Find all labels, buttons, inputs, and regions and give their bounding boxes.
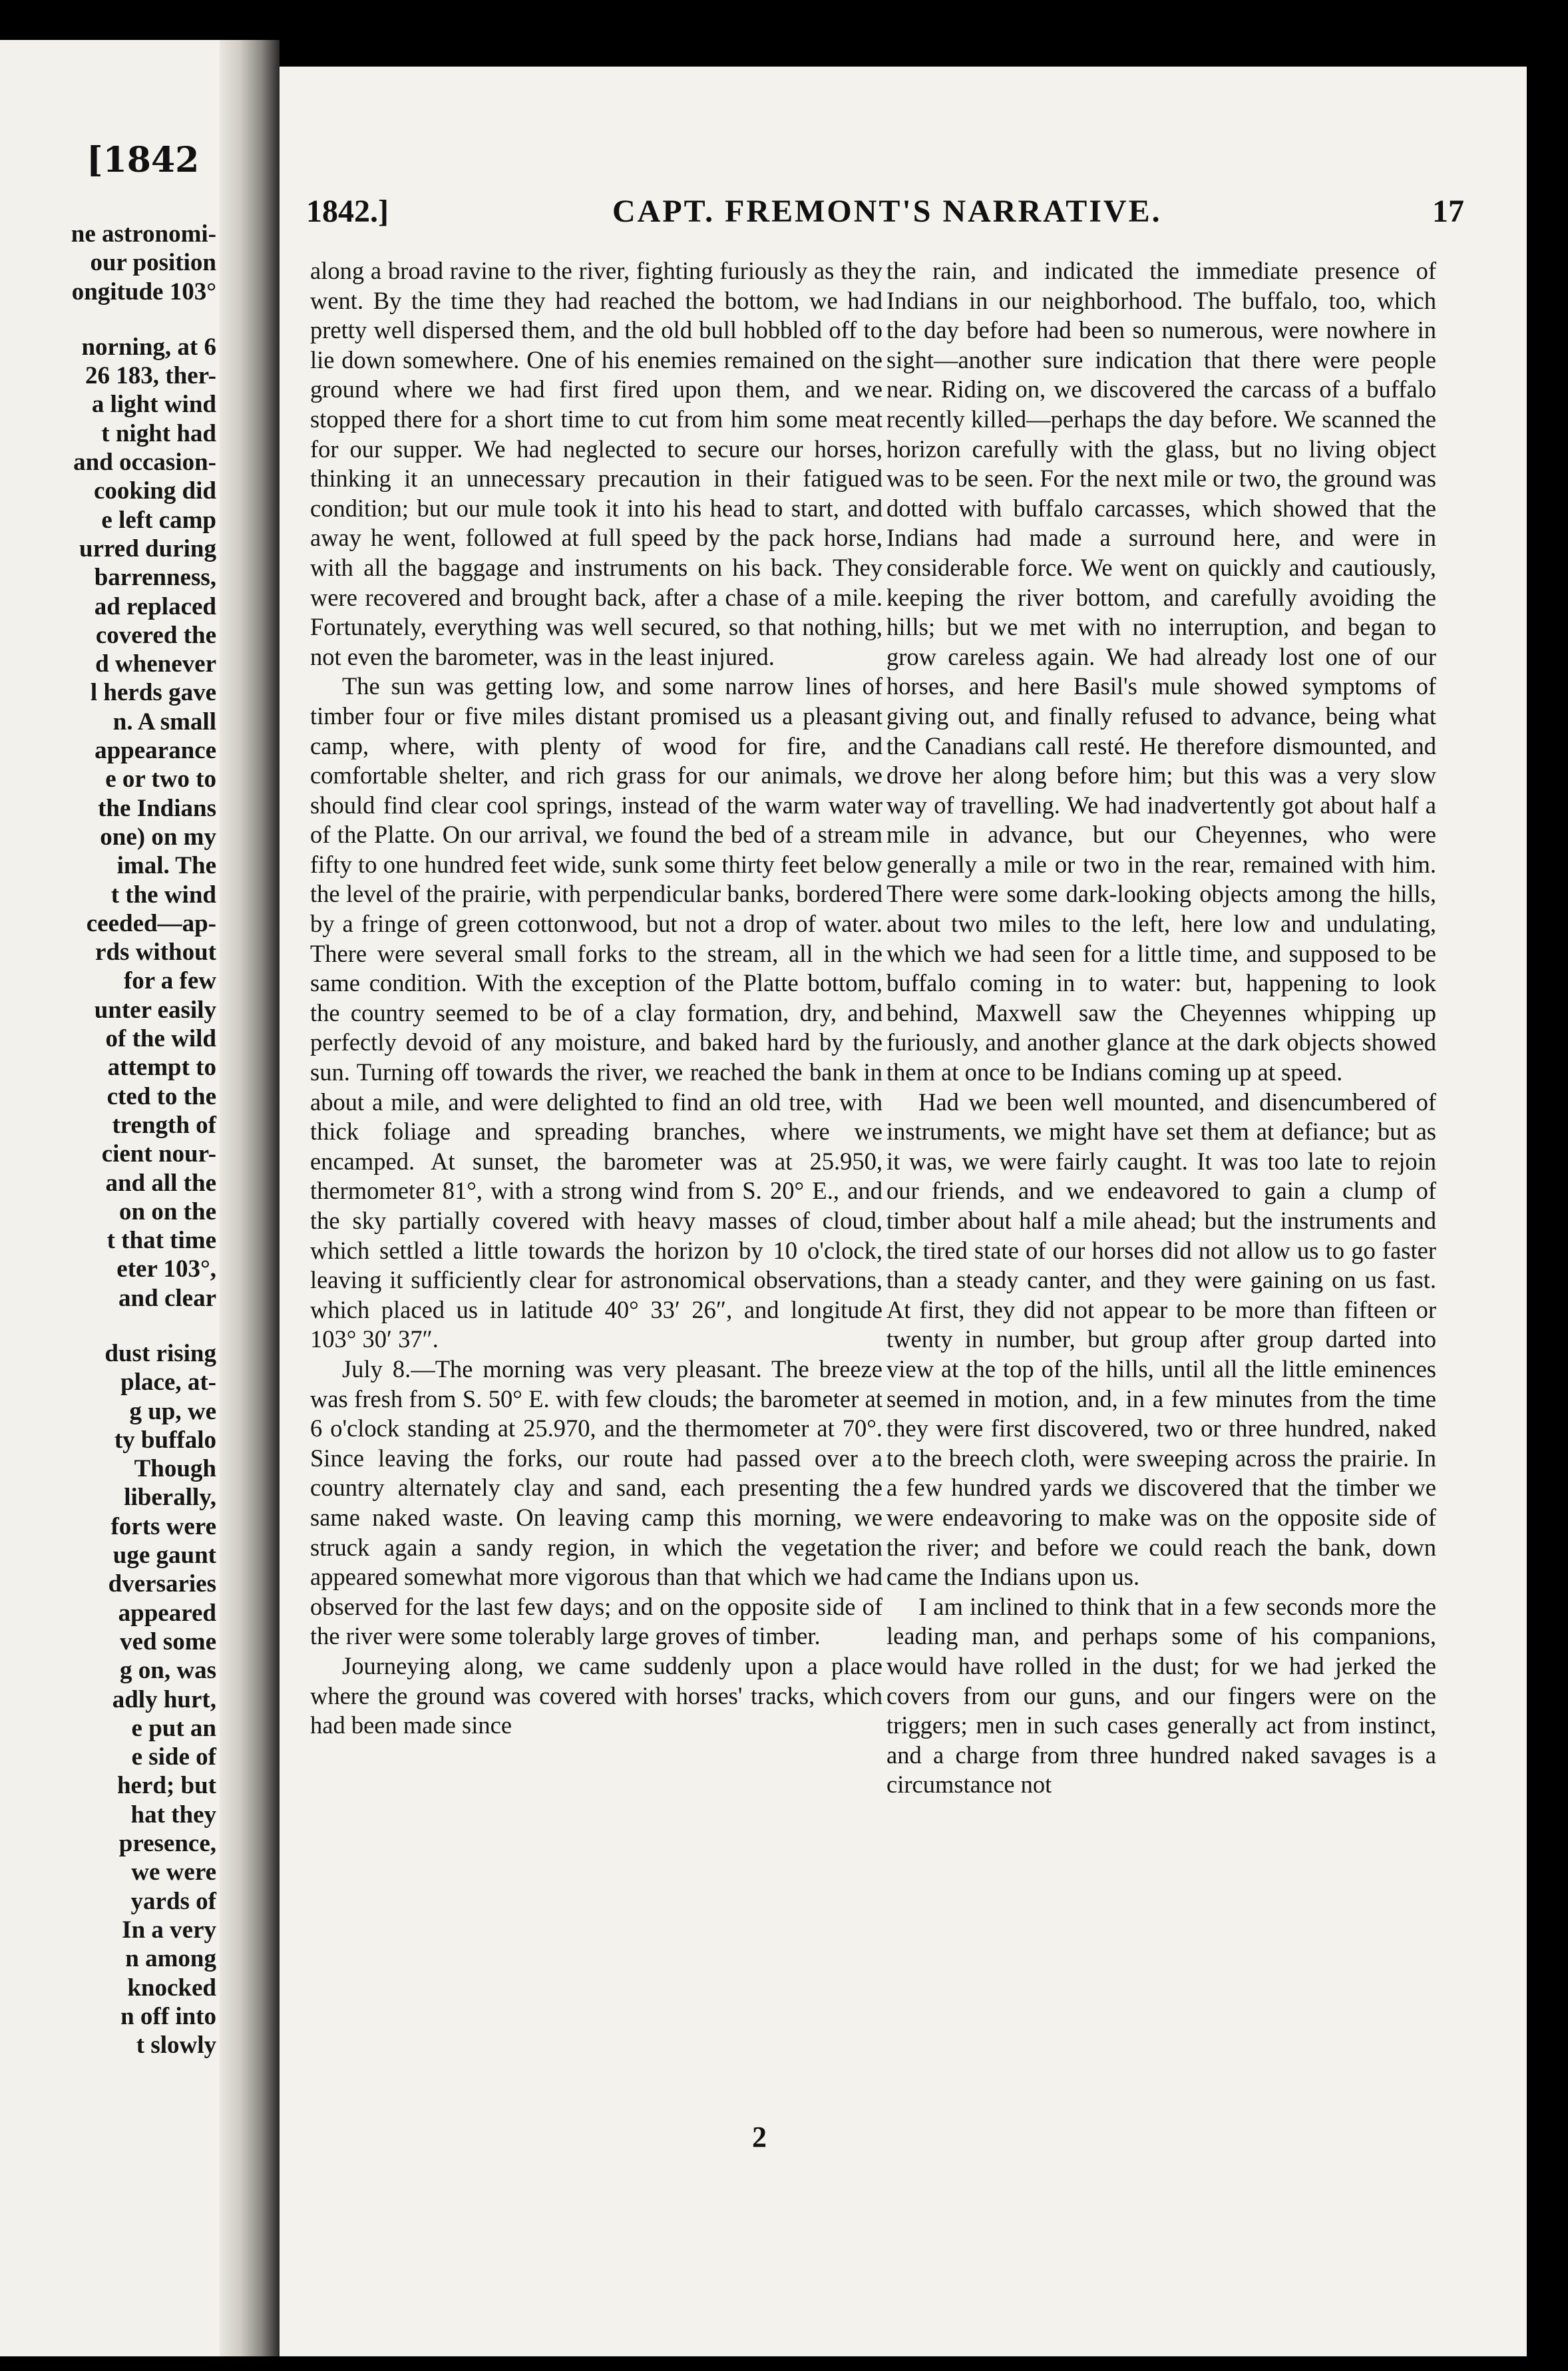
- facing-page-line: appeared: [118, 1599, 216, 1627]
- book-gutter: [220, 40, 280, 2356]
- facing-page-line: imal. The: [116, 852, 216, 880]
- paragraph: the rain, and indicated the immediate presence of Indians in our neighborhood. The buffalo, too, which the day before had been so numerous, were nowhere in sight—another sure indication that there were people near. Riding on, we discovered the carcass of a buffalo recently killed—perhaps the day before. We scanned the horizon carefully with the glass, but no living object was to be seen. For the next mile or two, the ground was dotted with buffalo carcasses, which showed that the Indians had made a surround here, and were in considerable force. We went on quickly and cautiously, keeping the river bottom, and carefully avoiding the hills; but we met with no interruption, and began to grow careless again. We had already lost one of our horses, and here Basil's mule showed symptoms of giving out, and finally refused to advance, being what the Canadians call resté. He therefore dismounted, and drove her along before him; but this was a very slow way of travelling. We had inadvertently got about half a mile in advance, but our Cheyennes, who were generally a mile or two in the rear, remained with him. There were some dark-looking objects among the hills, about two miles to the left, here low and undulating, which we had seen for a little time, and supposed to be buffalo coming in to water: but, happening to look behind, Maxwell saw the Cheyennes whipping up furiously, and another glance at the dark objects showed them at once to be Indians coming up at speed.: [886, 257, 1436, 1086]
- facing-page-line: d whenever: [95, 650, 216, 678]
- facing-page-text: [0, 220, 216, 2059]
- facing-page-line: t that time: [106, 1227, 216, 1255]
- facing-page-line: covered the: [95, 621, 216, 649]
- running-head-title: CAPT. FREMONT'S NARRATIVE.: [612, 194, 1162, 229]
- facing-page-line: on on the: [119, 1197, 216, 1225]
- text-column-right: [886, 256, 1436, 1800]
- facing-page-line: presence,: [118, 1830, 216, 1858]
- facing-page-line: hat they: [130, 1801, 216, 1829]
- facing-page-line: barrenness,: [94, 564, 216, 592]
- facing-page-line: and occasion-: [73, 449, 216, 477]
- facing-page-line: of the wild: [105, 1025, 216, 1053]
- facing-page-line: the Indians: [98, 794, 216, 822]
- paragraph: along a broad ravine to the river, fighting furiously as they went. By the time they had reached the bottom, we had pretty well dispersed them, and the old bull hobbled off to lie down somewhere. One of his enemies remained on the ground where we had first fired upon them, and we stopped there for a short time to cut from him some meat for our supper. We had neglected to secure our horses, thinking it an unnecessary precaution in their fatigued condition; but our mule took it into his head to start, and away he went, followed at full speed by the pack horse, with all the baggage and instruments on his back. They were recovered and brought back, after a chase of a mile. Fortunately, everything was well secured, so that nothing, not even the barometer, was in the least injured.: [310, 257, 882, 670]
- line-gap: [0, 306, 216, 333]
- facing-page-line: urred during: [79, 535, 216, 562]
- facing-page-line: eter 103°,: [116, 1255, 216, 1283]
- facing-page-line: cient nour-: [101, 1140, 216, 1168]
- facing-page-line: for a few: [123, 967, 216, 995]
- running-head-year: 1842.]: [306, 194, 389, 229]
- facing-page-line: liberally,: [124, 1484, 216, 1512]
- facing-page-header: [1842: [87, 140, 200, 180]
- facing-page-line: attempt to: [107, 1054, 216, 1082]
- facing-page-line: Though: [134, 1455, 216, 1483]
- facing-page-line: and clear: [118, 1284, 216, 1312]
- running-head: [306, 193, 1464, 240]
- facing-page-line: n off into: [120, 2002, 216, 2030]
- facing-page-line: forts were: [110, 1512, 216, 1540]
- facing-page-line: appearance: [95, 737, 216, 765]
- facing-page-line: e or two to: [105, 765, 216, 793]
- facing-page-line: dversaries: [108, 1570, 216, 1598]
- facing-page-line: uge gaunt: [112, 1542, 216, 1570]
- facing-page-line: 26 183, ther-: [85, 362, 216, 390]
- paragraph: I am inclined to think that in a few seconds more the leading man, and perhaps some of his companions, would have rolled in the dust; for we had jerked the covers from our guns, and our fingers were on the triggers; men in such cases generally act from instinct, and a charge from three hundred naked savages is a circumstance not: [886, 1592, 1436, 1799]
- paragraph: The sun was getting low, and some narrow lines of timber four or five miles distant promised us a pleasant camp, where, with plenty of wood for fire, and comfortable shelter, and rich grass for our animals, we should find clear cool springs, instead of the warm water of the Platte. On our arrival, we found the bed of a stream fifty to one hundred feet wide, sunk some thirty feet below the level of the prairie, with perpendicular banks, bordered by a fringe of green cottonwood, but not a drop of water. There were several small forks to the stream, all in the same condition. With the exception of the Platte bottom, the country seemed to be of a clay formation, dry, and perfectly devoid of any moisture, and baked hard by the sun. Turning off towards the river, we reached the bank in about a mile, and were delighted to find an old tree, with thick foliage and spreading branches, where we encamped. At sunset, the barometer was at 25.950, thermometer 81°, with a strong wind from S. 20° E., and the sky partially covered with heavy masses of cloud, which settled a little towards the horizon by 10 o'clock, leaving it sufficiently clear for astronomical observations, which placed us in latitude 40° 33′ 26″, and longitude 103° 30′ 37″.: [310, 672, 882, 1353]
- facing-page-line: n among: [125, 1945, 216, 1973]
- facing-page-line: ty buffalo: [114, 1426, 216, 1454]
- scan-border: [1527, 0, 1568, 2371]
- facing-page-line: ceeded—ap-: [86, 909, 216, 937]
- facing-page-line: herd; but: [116, 1772, 216, 1800]
- page-number: 17: [1432, 194, 1464, 229]
- facing-page-line: we were: [131, 1858, 216, 1886]
- facing-page-line: cooking did: [93, 477, 216, 505]
- facing-page-line: ongitude 103°: [71, 278, 216, 306]
- facing-page-line: n. A small: [112, 708, 216, 736]
- paragraph: July 8.—The morning was very pleasant. The breeze was fresh from S. 50° E. with few clouds; the barometer at 6 o'clock standing at 25.970, and the thermometer at 70°. Since leaving the forks, our route had passed over a country alternately clay and sand, each presenting the same naked waste. On leaving camp this morning, we struck again a sandy region, in which the vegetation appeared somewhat more vigorous than that which we had observed for the last few days; and on the opposite side of the river were some tolerably large groves of timber.: [310, 1355, 882, 1650]
- facing-page-line: place, at-: [120, 1369, 216, 1397]
- text-column-left: [310, 256, 882, 1741]
- line-gap: [0, 1313, 216, 1339]
- facing-page-line: l herds gave: [90, 679, 216, 707]
- facing-page-line: In a very: [122, 1916, 216, 1944]
- facing-page-line: one) on my: [100, 823, 216, 851]
- facing-page-line: trength of: [112, 1111, 216, 1139]
- facing-page-line: and all the: [105, 1169, 216, 1197]
- paragraph: Had we been well mounted, and disencumbered of instruments, we might have set them at defiance; but as it was, we were fairly caught. It was too late to rejoin our friends, and we endeavored to gain a clump of timber about half a mile ahead; but the instruments and the tired state of our horses did not allow us to go faster than a steady canter, and they were gaining on us fast. At first, they did not appear to be more than fifteen or twenty in number, but group after group darted into view at the top of the hills, until all the little eminences seemed in motion, and, in a few minutes from the time they were first discovered, two or three hundred, naked to the breech cloth, were sweeping across the prairie. In a few hundred yards we discovered that the timber we were endeavoring to make was on the opposite side of the river; and before we could reach the bank, down came the Indians upon us.: [886, 1088, 1436, 1591]
- facing-page-line: a light wind: [91, 391, 216, 419]
- facing-page-line: cted to the: [106, 1082, 216, 1110]
- facing-page-line: ad replaced: [94, 592, 216, 620]
- facing-page-line: adly hurt,: [112, 1685, 216, 1713]
- facing-page-line: norning, at 6: [81, 333, 216, 361]
- facing-page-line: yards of: [130, 1887, 216, 1915]
- facing-page-line: e put an: [131, 1714, 216, 1742]
- signature-mark: 2: [752, 2121, 767, 2153]
- facing-page-line: e side of: [131, 1743, 216, 1771]
- facing-page-line: ne astronomi-: [71, 220, 216, 248]
- facing-page-line: ved some: [120, 1627, 216, 1655]
- facing-page-line: e left camp: [101, 506, 216, 534]
- facing-page-line: unter easily: [94, 996, 216, 1024]
- facing-page-line: dust rising: [104, 1339, 216, 1367]
- facing-page-line: t slowly: [136, 2032, 216, 2059]
- facing-page-line: rds without: [95, 939, 216, 967]
- facing-page-line: g up, we: [129, 1397, 216, 1425]
- facing-page-line: knocked: [127, 1974, 216, 2002]
- paragraph: Journeying along, we came suddenly upon a place where the ground was covered with horses' tracks, which had been made since: [310, 1651, 882, 1739]
- facing-page-line: t the wind: [110, 881, 216, 909]
- facing-page-line: t night had: [101, 419, 216, 447]
- facing-page-line: our position: [90, 249, 216, 277]
- facing-page-line: g on, was: [120, 1657, 216, 1685]
